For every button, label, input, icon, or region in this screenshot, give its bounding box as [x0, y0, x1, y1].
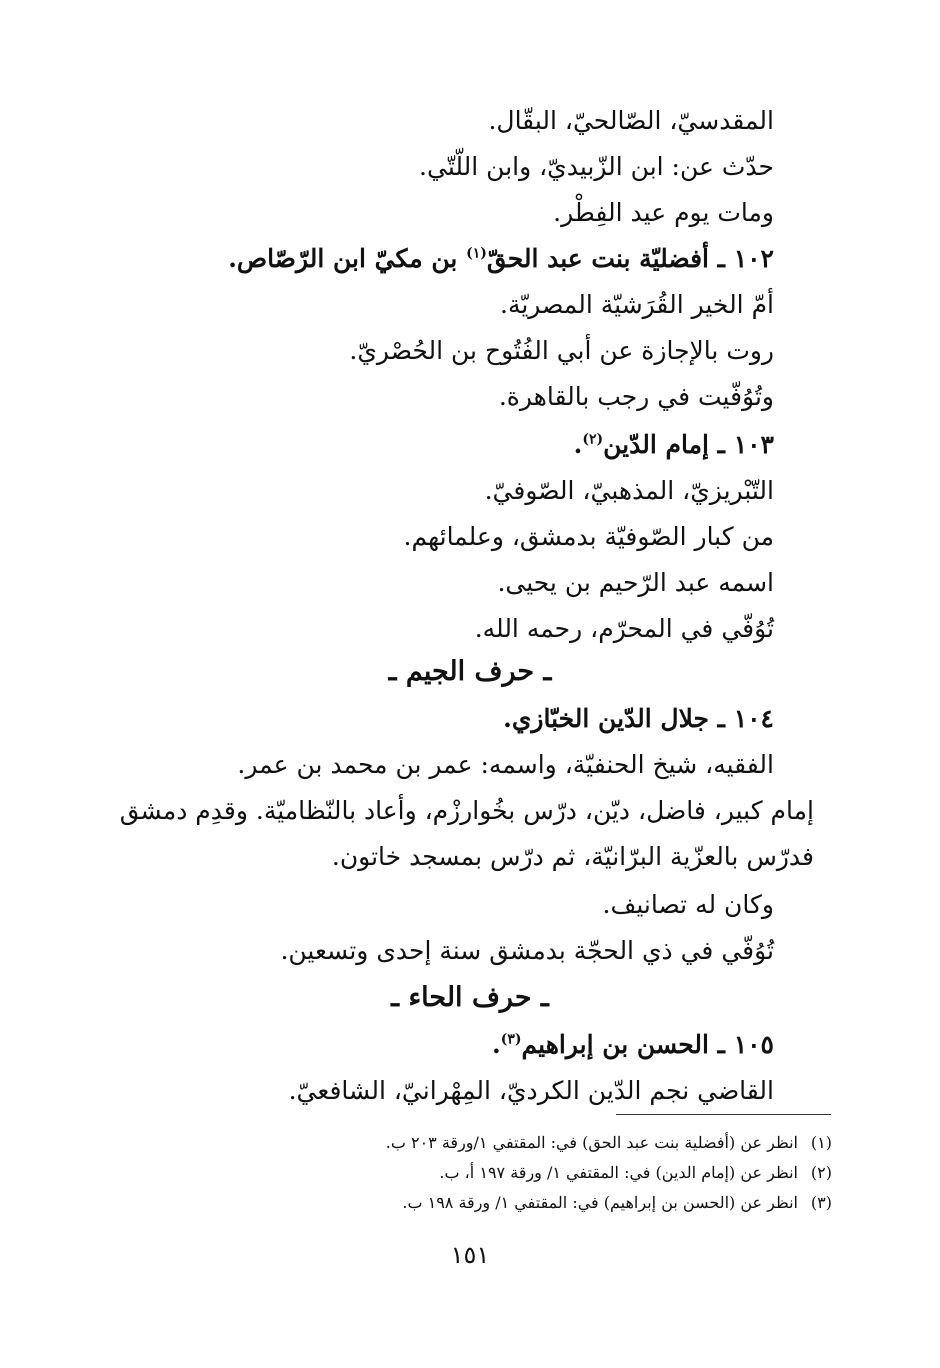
- text-line: حدّث عن: ابن الزّبيديّ، وابن اللّتّي.: [419, 152, 774, 181]
- footnote: [386, 1132, 832, 1154]
- text-line: إمام كبير، فاضل، ديّن، درّس بخُوارزْم، وأعاد بالنّظاميّة. وقدِم دمشق: [119, 796, 814, 825]
- footnote-ref: (٣): [500, 1031, 522, 1048]
- text-line: التّبْريزيّ، المذهبيّ، الصّوفيّ.: [484, 476, 774, 505]
- footnote-text: انظر عن (إمام الدين) في: المقتفي ١/ ورقة ١٩٧ أ، ب.: [439, 1163, 798, 1182]
- text-line: أمّ الخير القُرَشيّة المصريّة.: [500, 290, 774, 319]
- text-line: من كبار الصّوفيّة بدمشق، وعلمائهم.: [403, 522, 774, 551]
- entry-heading: ١٠٤ ـ جلال الدّين الخبّازي.: [503, 704, 774, 733]
- text-line: القاضي نجم الدّين الكرديّ، المِهْرانيّ، الشافعيّ.: [288, 1076, 774, 1105]
- footnote-ref: (١): [466, 245, 487, 262]
- footnote-number: (١): [810, 1133, 832, 1152]
- footnote-number: (٣): [810, 1193, 832, 1212]
- text-line: وكان له تصانيف.: [602, 890, 774, 919]
- entry-title-rest: .: [492, 1030, 501, 1059]
- entry-heading: [574, 428, 774, 462]
- text-line: تُوُفّي في المحرّم، رحمه الله.: [474, 614, 774, 643]
- text-line: المقدسيّ، الصّالحيّ، البقّال.: [488, 106, 774, 135]
- entry-heading: [228, 242, 774, 276]
- text-line: ومات يوم عيد الفِطْر.: [553, 198, 774, 227]
- text-line: روت بالإجازة عن أبي الفُتُوح بن الحُصْريّ.: [349, 336, 774, 365]
- entry-title: ١٠٥ ـ الحسن بن إبراهيم: [521, 1030, 774, 1059]
- footnote-ref: (٢): [582, 431, 604, 448]
- entry-title-rest: .: [573, 430, 583, 459]
- text-line: الفقيه، شيخ الحنفيّة، واسمه: عمر بن محمد بن عمر.: [237, 750, 774, 779]
- section-heading-jim: ـ حرف الجيم ـ: [388, 656, 552, 687]
- footnote: [402, 1192, 832, 1214]
- entry-title: ١٠٢ ـ أفضليّة بنت عبد الحقّ: [486, 244, 774, 273]
- footnote-divider: [616, 1114, 831, 1115]
- footnote-number: (٢): [810, 1163, 832, 1182]
- entry-title-rest: بن مكيّ ابن الرّصّاص.: [228, 244, 467, 273]
- text-line: وتُوُفّيت في رجب بالقاهرة.: [498, 382, 774, 411]
- text-line: فدرّس بالعزّية البرّانيّة، ثم درّس بمسجد خاتون.: [331, 842, 814, 871]
- section-heading-ha: ـ حرف الحاء ـ: [391, 982, 549, 1013]
- entry-heading: [492, 1028, 774, 1062]
- footnote-text: انظر عن (الحسن بن إبراهيم) في: المقتفي ١/ ورقة ١٩٨ ب.: [402, 1193, 798, 1212]
- text-line: تُوُفّي في ذي الحجّة بدمشق سنة إحدى وتسعين.: [280, 936, 774, 965]
- page-number: ١٥١: [450, 1241, 490, 1269]
- footnote-text: انظر عن (أفضلية بنت عبد الحق) في: المقتفي ١/ورقة ٢٠٣ ب.: [385, 1133, 798, 1152]
- footnote: [439, 1162, 832, 1184]
- entry-title: ١٠٣ ـ إمام الدّين: [603, 430, 774, 459]
- text-line: اسمه عبد الرّحيم بن يحيى.: [497, 568, 774, 597]
